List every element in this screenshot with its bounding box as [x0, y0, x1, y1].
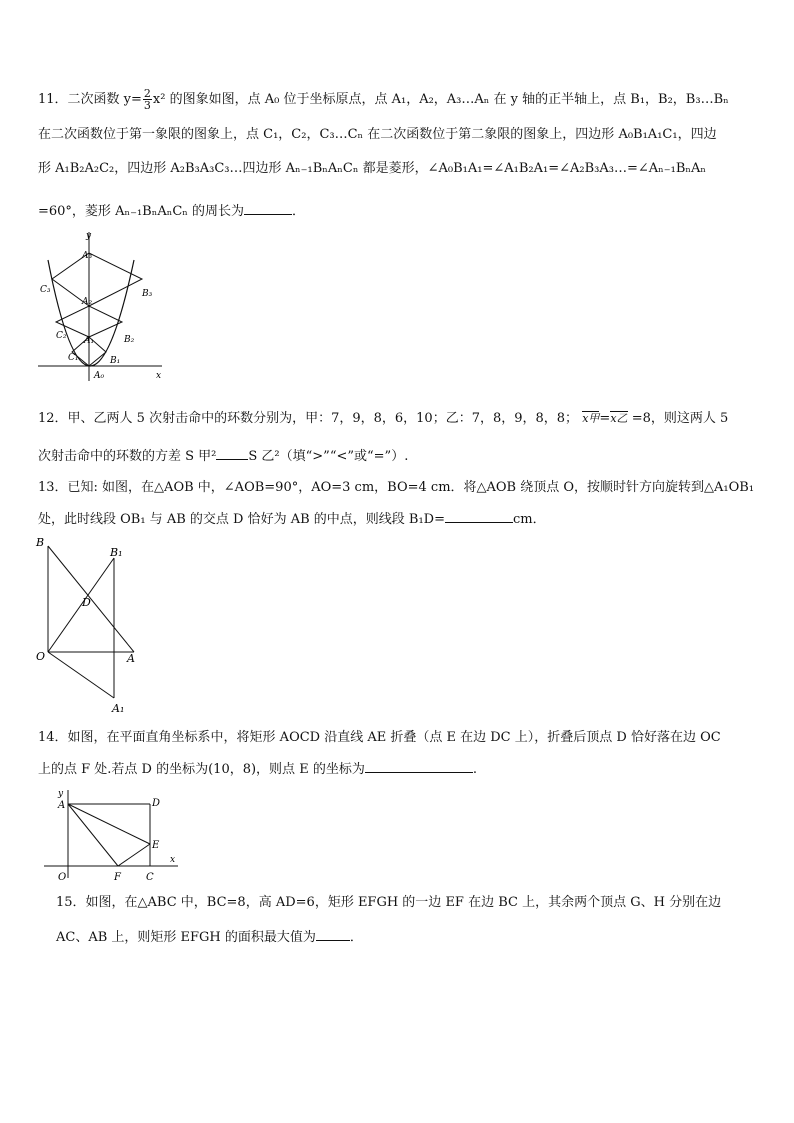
- q12-text-1b: =8，则这两人 5: [631, 411, 729, 426]
- q11-line-2: 在二次函数位于第一象限的图象上，点 C₁，C₂，C₃…Cₙ 在二次函数位于第二象限的图象上，四边形 A₀B₁A₁C₁，四边: [38, 127, 717, 142]
- label-A1: A₁: [112, 702, 125, 715]
- label-C: C: [146, 872, 154, 883]
- q13-rotation-figure: [34, 534, 144, 716]
- label-D: D: [82, 596, 91, 609]
- q11-line-4: =60°，菱形 Aₙ₋₁BₙAₙCₙ 的周长为 ．: [38, 204, 306, 219]
- label-E: E: [152, 840, 160, 851]
- q12-line-1: 12．甲、乙两人 5 次射击命中的环数分别为，甲：7，9，8，6，10；乙：7，8，9，8，8； x甲=x乙 =8，则这两人 5: [38, 411, 729, 426]
- q14-line-2: 上的点 F 处.若点 D 的坐标为(10，8)，则点 E 的坐标为 .: [38, 762, 477, 777]
- label-O: O: [58, 872, 67, 883]
- q13-text-2a: 处，此时线段 OB₁ 与 AB 的交点 D 恰好为 AB 的中点，则线段 B₁D=: [38, 512, 445, 527]
- label-A: A: [58, 800, 66, 811]
- label-C3: C₃: [40, 285, 51, 295]
- q12-text-2a: 次射击命中的环数的方差 S 甲²: [38, 449, 217, 464]
- q13-line-2: [38, 510, 546, 529]
- label-B1: B₁: [110, 546, 123, 559]
- q11-text-1a: 11．二次函数 y=: [38, 92, 142, 107]
- q15-text-2a: AC、AB 上，则矩形 EFGH 的面积最大值为: [56, 930, 316, 945]
- q14-line-1: 14．如图，在平面直角坐标系中，将矩形 AOCD 沿直线 AE 折叠（点 E 在边 DC 上），折叠后顶点 D 恰好落在边 OC: [38, 730, 721, 745]
- label-B3: B₃: [142, 289, 153, 299]
- q11-parabola-figure: [34, 226, 174, 386]
- xbar-jia: x甲: [582, 412, 600, 425]
- label-B1: B₁: [110, 356, 121, 366]
- answer-blank[interactable]: [445, 510, 513, 523]
- q13-text-2b: cm．: [513, 512, 546, 527]
- label-A2: A₂: [82, 297, 93, 307]
- q11-line-1: [38, 88, 729, 111]
- answer-blank[interactable]: [365, 760, 473, 773]
- xbar-yi: x乙: [610, 412, 628, 425]
- q15-line-2: AC、AB 上，则矩形 EFGH 的面积最大值为 ．: [56, 930, 363, 945]
- label-C1: C₁: [68, 353, 79, 363]
- q12-line-2: [38, 447, 408, 466]
- label-F: F: [114, 872, 121, 883]
- q11-text-4: =60°，菱形 Aₙ₋₁BₙAₙCₙ 的周长为: [38, 204, 245, 219]
- label-A0: A₀: [94, 371, 105, 381]
- label-D: D: [152, 798, 161, 809]
- q14-fold-figure: [40, 786, 190, 886]
- label-B: B: [36, 536, 45, 549]
- label-A: A: [127, 652, 135, 665]
- q15-line-1: 15．如图，在△ABC 中，BC=8，高 AD=6，矩形 EFGH 的一边 EF 在边 BC 上，其余两个顶点 G、H 分别在边: [56, 895, 722, 910]
- answer-blank[interactable]: [216, 447, 248, 460]
- label-x: x: [156, 371, 162, 381]
- label-O: O: [36, 650, 46, 663]
- label-B2: B₂: [124, 335, 135, 345]
- q12-text-2b: S 乙²（填“>”“<”或“=”）.: [248, 449, 409, 464]
- label-x: x: [170, 855, 176, 865]
- fraction-two-thirds: $\frac{2}{3}$: [143, 87, 151, 112]
- label-y: y: [58, 789, 64, 799]
- label-y: y: [86, 231, 92, 241]
- q11-line-3: 形 A₁B₂A₂C₂，四边形 A₂B₃A₃C₃…四边形 Aₙ₋₁BₙAₙCₙ 都是菱形，∠A₀B₁A₁=∠A₁B₂A₁=∠A₂B₃A₃…=∠Aₙ₋₁BₙAₙ: [38, 161, 707, 176]
- label-A1: A₁: [84, 336, 95, 346]
- q14-text-2a: 上的点 F 处.若点 D 的坐标为(10，8)，则点 E 的坐标为: [38, 762, 365, 777]
- q13-line-1: 13．已知: 如图，在△AOB 中，∠AOB=90°，AO=3 cm，BO=4 cm．将△AOB 绕顶点 O，按顺时针方向旋转到△A₁OB₁: [38, 480, 755, 495]
- q12-text-1a: 12．甲、乙两人 5 次射击命中的环数分别为，甲：7，9，8，6，10；乙：7，8，9，8，8；: [38, 411, 579, 426]
- label-A3: A₃: [82, 251, 93, 261]
- q11-text-1b: x² 的图象如图，点 A₀ 位于坐标原点，点 A₁，A₂，A₃…Aₙ 在 y 轴的正半轴上，点 B₁，B₂，B₃…Bₙ: [152, 92, 729, 107]
- answer-blank[interactable]: [316, 928, 350, 941]
- answer-blank[interactable]: [244, 202, 292, 215]
- label-C2: C₂: [56, 331, 67, 341]
